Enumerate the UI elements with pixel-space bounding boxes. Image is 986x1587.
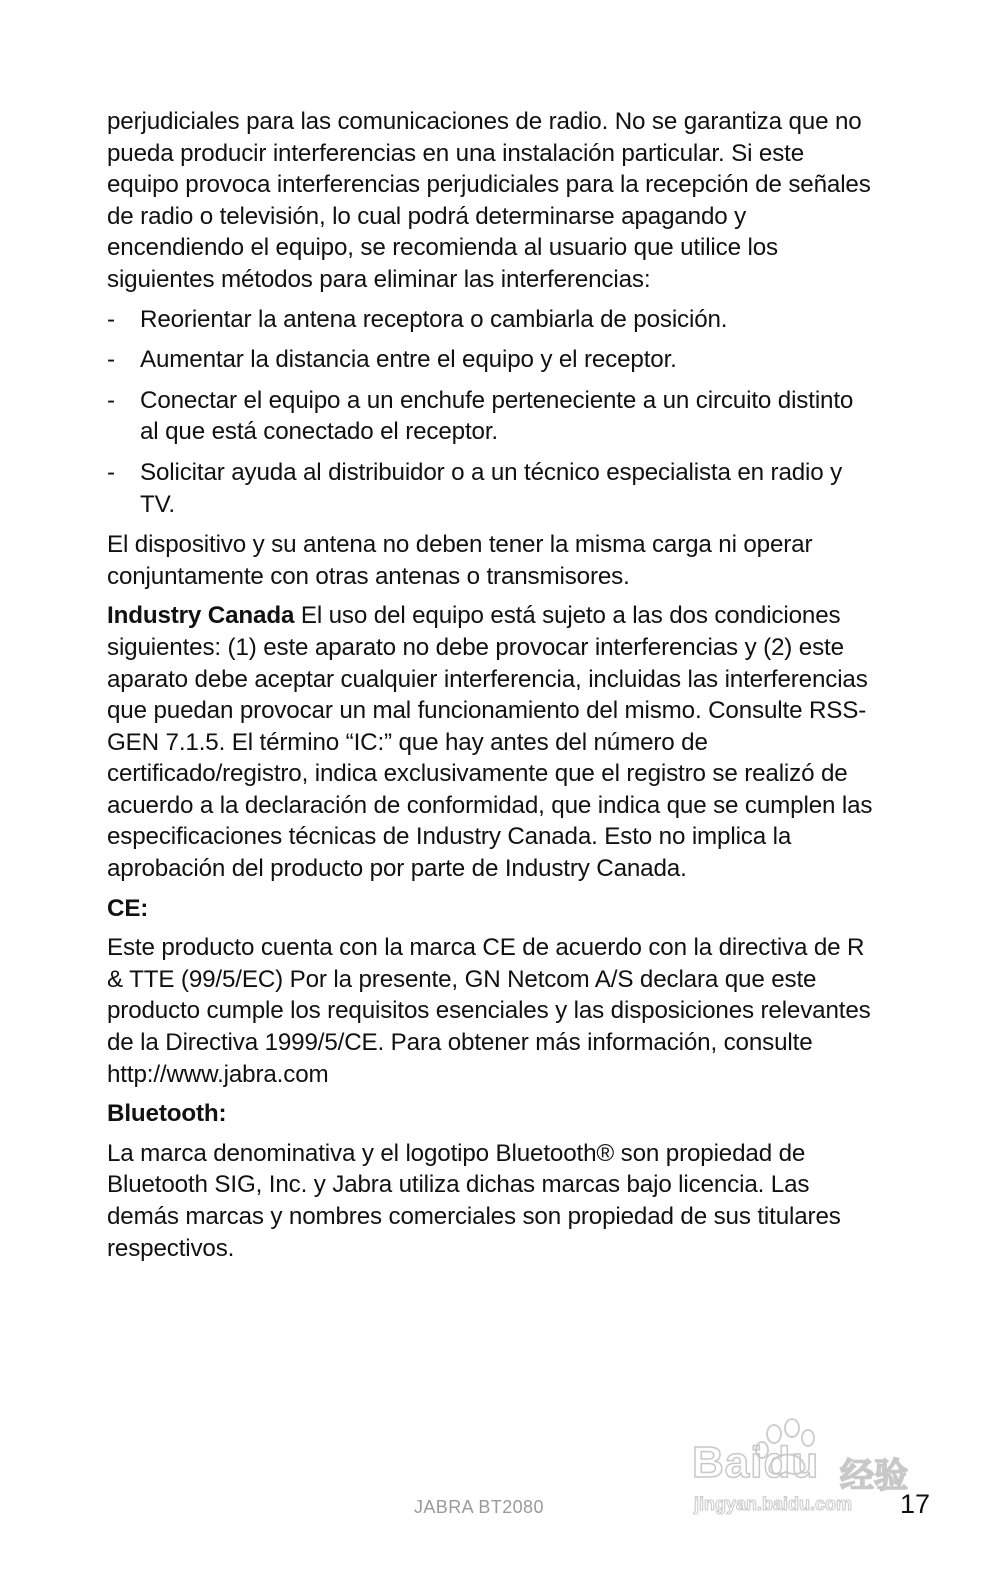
bullet-marker: -: [107, 386, 115, 414]
bullet-marker: -: [107, 346, 115, 374]
interference-measures-list: [107, 304, 877, 521]
baidu-jingyan-watermark: [692, 1418, 922, 1538]
bluetooth-heading: Bluetooth:: [107, 1100, 227, 1128]
industry-canada-lead: Industry Canada: [107, 602, 295, 630]
list-item-text: Conectar el equipo a un enchufe perteneciente a un circuito distinto al que está conectado el receptor.: [140, 386, 854, 446]
document-page: [107, 106, 877, 1264]
page-number: 17: [900, 1489, 931, 1519]
watermark-url: jingyan.baidu.com: [694, 1494, 853, 1514]
list-item-text: Solicitar ayuda al distribuidor o a un técnico especialista en radio y TV.: [140, 458, 843, 518]
watermark-service-text: 经验: [840, 1457, 908, 1495]
bullet-marker: -: [107, 458, 115, 486]
intro-paragraph: perjudiciales para las comunicaciones de radio. No se garantiza que no pueda producir interferencias en una instalación particular. Si este equipo provoca interferencias perjudiciales para la recepción de señales de radio o televisión, lo cual podrá determinarse apagando y encendiendo el equipo, se recomienda al usuario que utilice los siguientes métodos para eliminar las interferencias:: [107, 108, 871, 293]
list-item: [107, 457, 877, 520]
list-item-text: Aumentar la distancia entre el equipo y el receptor.: [140, 346, 677, 374]
footer-product-label: JABRA BT2080: [414, 1497, 544, 1517]
ce-heading: CE:: [107, 894, 149, 922]
industry-canada-text: El uso del equipo está sujeto a las dos condiciones siguientes: (1) este aparato no debe provocar interferencias y (2) este aparato debe aceptar cualquier interferencia, incluidas las interferencias que puedan provocar un mal funcionamiento del mismo. Consulte RSS-GEN 7.1.5. El término “IC:” que hay antes del número de certificado/registro, indica exclusivamente que el registro se realizó de acuerdo a la declaración de conformidad, que indica que se cumplen las especificaciones técnicas de Industry Canada. Esto no implica la aprobación del producto por parte de Industry Canada.: [107, 602, 873, 883]
ce-paragraph: Este producto cuenta con la marca CE de acuerdo con la directiva de R & TTE (99/5/EC) Por la presente, GN Netcom A/S declara que este producto cumple los requisitos esenciales y las disposiciones relevantes de la Directiva 1999/5/CE. Para obtener más información, consulte http://www.jabra.com: [107, 934, 871, 1088]
bullet-marker: -: [107, 305, 115, 333]
list-item-text: Reorientar la antena receptora o cambiarla de posición.: [140, 305, 728, 333]
watermark-logo-text: Baidu: [692, 1438, 820, 1487]
list-item: [107, 344, 877, 376]
bluetooth-paragraph: La marca denominativa y el logotipo Bluetooth® son propiedad de Bluetooth SIG, Inc. y Jabra utiliza dichas marcas bajo licencia. Las demás marcas y nombres comerciales son propiedad de sus titulares respectivos.: [107, 1139, 841, 1262]
list-item: [107, 385, 877, 448]
industry-canada-paragraph: [107, 600, 877, 884]
list-item: [107, 304, 877, 336]
antenna-paragraph: El dispositivo y su antena no deben tener la misma carga ni operar conjuntamente con otras antenas o transmisores.: [107, 531, 813, 590]
